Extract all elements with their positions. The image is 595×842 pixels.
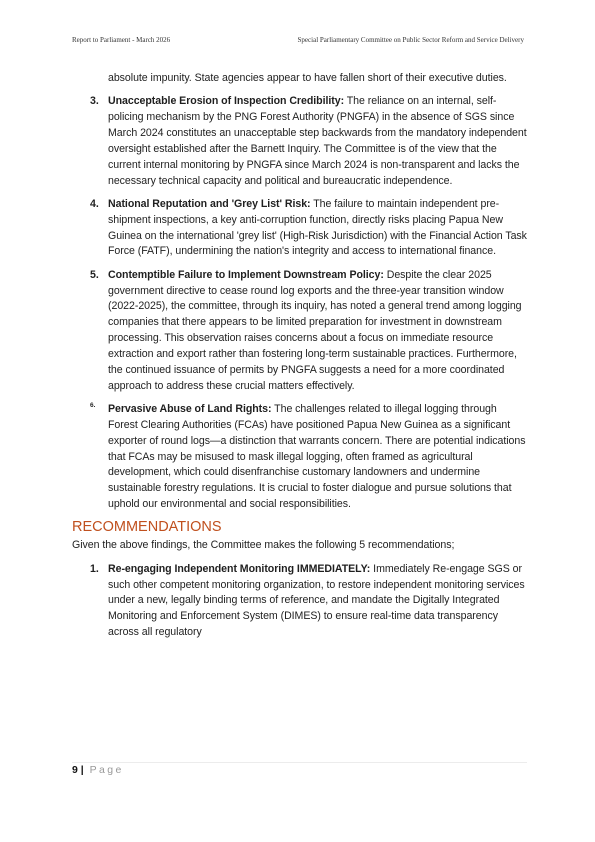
page-footer (72, 762, 527, 776)
finding-number: 6. (90, 402, 96, 410)
recommendation-body: Immediately Re-engage SGS or such other competent monitoring organization, to restore independent monitoring services under a new, legally binding terms of reference, and mandate the Digitally Integrated Monitoring and Enforcement System (DIMES) to ensure real-time data transparency across all regulatory (108, 562, 525, 639)
finding-item-3 (72, 94, 527, 189)
page-label: Page (89, 764, 124, 776)
finding-item-5 (72, 268, 527, 395)
running-header (72, 36, 524, 48)
finding-number: 3. (90, 95, 99, 108)
finding-item-4 (72, 197, 527, 260)
recommendation-item-1 (72, 562, 527, 641)
recommendations-intro: Given the above findings, the Committee makes the following 5 recommendations; (72, 538, 455, 551)
finding-title: Contemptible Failure to Implement Downstream Policy: (108, 268, 384, 281)
findings-continuation: absolute impunity. State agencies appear to have fallen short of their executive duties. (108, 72, 507, 84)
recommendation-number: 1. (90, 562, 99, 575)
finding-body: Despite the clear 2025 government directive to cease round log exports and the three-year transition window (2022-2025), the committee, through its inquiry, has noted a general trend among logging companies that there appears to be limited preparation for investment in downstream processing. This observation raises concerns about a focus on immediate resource extraction and export rather than fostering long-term sustainable practices. Furthermore, the continued issuance of permits by PNGFA suggests a need for a more coordinated approach to address these crucial matters effectively. (108, 268, 522, 392)
page-body (72, 71, 527, 641)
finding-item-6 (72, 402, 527, 513)
header-committee-name: Special Parliamentary Committee on Public Sector Reform and Service Delivery (297, 36, 524, 44)
finding-title: Pervasive Abuse of Land Rights: (108, 403, 272, 416)
finding-number: 4. (90, 197, 99, 210)
finding-number: 5. (90, 268, 99, 281)
finding-title: Unacceptable Erosion of Inspection Credibility: (108, 95, 345, 108)
recommendation-title: Re-engaging Independent Monitoring IMMEDIATELY: (108, 562, 371, 575)
finding-body: The reliance on an internal, self-policing mechanism by the PNG Forest Authority (PNGFA) in the absence of SGS since March 2024 constitutes an unacceptable step backwards from the mandatory independent oversight established after the Barnett Inquiry. The Committee is of the view that the current internal monitoring by PNGFA since March 2024 is non-transparent and lacks the necessary technical capacity and political and bureaucratic independence. (108, 95, 527, 187)
recommendations-heading: RECOMMENDATIONS (72, 518, 222, 535)
page-number: 9 (72, 764, 78, 776)
page-number-line (72, 763, 124, 777)
finding-title: National Reputation and 'Grey List' Risk: (108, 197, 311, 210)
finding-body: The failure to maintain independent pre-shipment inspections, a key anti-corruption function, directly risks placing Papua New Guinea on the international 'grey list' (High-Risk Jurisdiction) with the Financial Action Task Force (FATF), undermining the nation's integrity and access to international finance. (108, 197, 527, 258)
header-report-date: Report to Parliament - March 2026 (72, 36, 171, 44)
finding-body: The challenges related to illegal logging through Forest Clearing Authorities (FCAs) have positioned Papua New Guinea as a significant exporter of round logs—a distinction that warrants concern. There are potential indications that FCAs may be misused to mask illegal logging, often framed as agricultural development, which could disenfranchise customary landowners and undermine sustainable forestry regulations. It is crucial to foster dialogue and pursue solutions that uphold our environmental and social responsibilities. (108, 403, 526, 511)
page-separator: | (80, 764, 84, 776)
